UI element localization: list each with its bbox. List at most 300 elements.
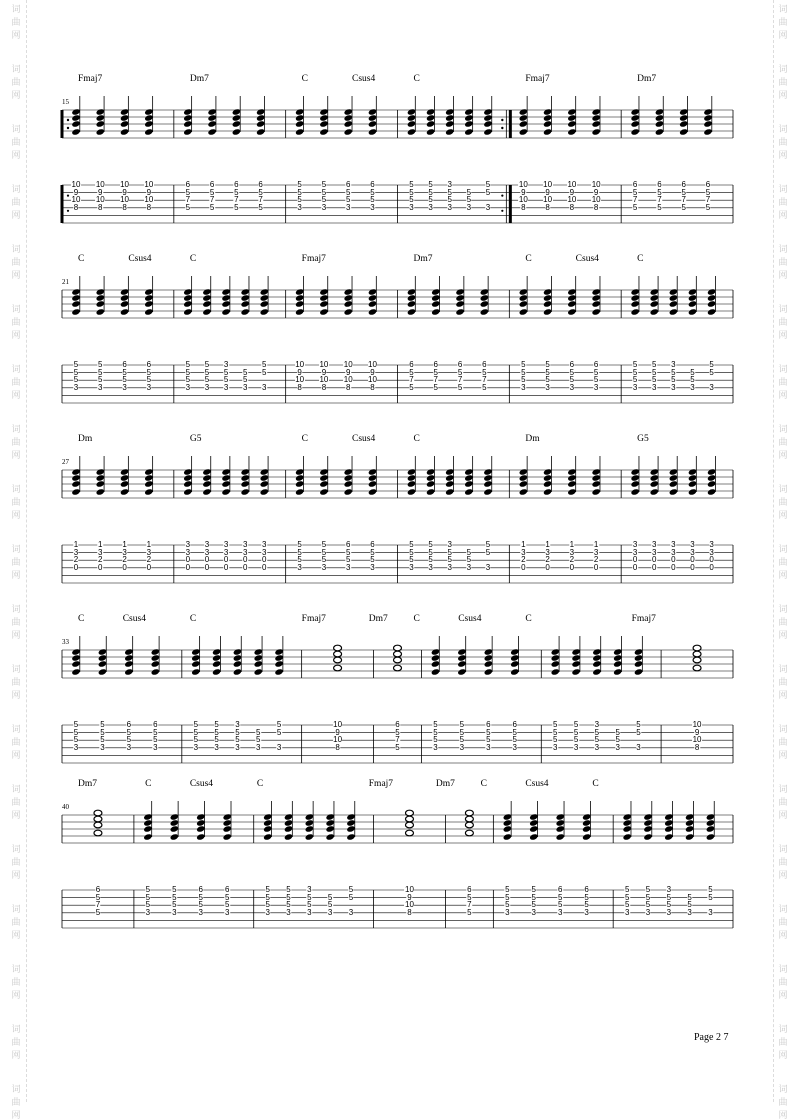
notehead — [650, 480, 659, 488]
notehead — [151, 668, 160, 676]
watermark-glyph: 网 — [11, 810, 21, 820]
chord-name: Fmaj7 — [525, 74, 550, 84]
tab-fret-number: 5 — [242, 375, 248, 385]
tab-fret-number: 7 — [467, 900, 472, 910]
tab-fret-number: 5 — [73, 727, 79, 737]
repeat-dot — [67, 195, 69, 197]
tab-fret-number: 5 — [297, 180, 302, 189]
notehead — [445, 114, 454, 122]
watermark-glyph: 词 — [11, 904, 21, 914]
notehead — [368, 308, 377, 316]
notehead — [202, 294, 211, 302]
repeat-dot — [501, 210, 503, 212]
chord-name: C — [78, 614, 85, 624]
notehead — [221, 308, 230, 316]
tab-fret-number: 3 — [100, 742, 105, 752]
tab-fret-number: 0 — [185, 562, 191, 572]
notehead — [567, 128, 576, 136]
notehead — [464, 114, 473, 122]
tab-fret-number: 8 — [370, 382, 375, 392]
tab-fret-number: 5 — [409, 187, 414, 197]
tab-fret-number: 3 — [594, 742, 600, 752]
tab-fret-number: 3 — [709, 547, 714, 557]
tab-fret-number: 1 — [146, 540, 152, 549]
tab-fret-number: 3 — [447, 562, 452, 572]
notehead — [232, 128, 241, 136]
notehead — [631, 288, 640, 296]
watermark-glyph: 词 — [11, 124, 21, 134]
tab-fret-number: 3 — [553, 742, 558, 752]
notehead — [455, 294, 464, 302]
notehead — [319, 288, 328, 296]
notehead — [346, 833, 355, 841]
watermark-glyph: 曲 — [11, 77, 21, 87]
notehead — [295, 468, 304, 476]
notehead — [196, 819, 205, 827]
chord-name: C — [413, 434, 420, 444]
notehead — [592, 480, 601, 488]
tab-fret-number: 0 — [262, 555, 267, 565]
watermark-glyph: 曲 — [778, 557, 788, 567]
notehead — [650, 300, 659, 308]
tab-fret-number: 5 — [624, 885, 630, 894]
tab-fret-number: 3 — [307, 907, 312, 917]
notehead — [484, 654, 493, 662]
notehead — [196, 833, 205, 841]
repeat-dot — [501, 127, 503, 129]
notehead — [207, 114, 216, 122]
watermark-glyph: 词 — [11, 784, 21, 794]
tab-fret-number: 3 — [545, 382, 550, 392]
watermark-glyph: 网 — [11, 510, 21, 520]
tab-fret-number: 5 — [573, 720, 579, 729]
notehead — [480, 288, 489, 296]
notehead — [368, 488, 377, 496]
notehead — [650, 294, 659, 302]
tab-fret-number: 8 — [122, 202, 127, 212]
watermark-glyph: 词 — [778, 724, 788, 734]
tab-fret-number: 5 — [409, 547, 414, 557]
chord-name: Dm — [78, 434, 93, 444]
notehead — [71, 654, 80, 662]
tab-fret-number: 5 — [459, 735, 465, 745]
tab-fret-number: 5 — [321, 540, 327, 549]
notehead — [457, 648, 466, 656]
notehead — [519, 468, 528, 476]
watermark-glyph: 词 — [11, 304, 21, 314]
tab-fret-number: 3 — [286, 907, 291, 917]
tab-fret-number: 5 — [671, 367, 676, 377]
tab-fret-number: 0 — [632, 562, 638, 572]
tab-fret-number: 3 — [671, 547, 676, 557]
whole-notehead — [405, 816, 413, 822]
tab-fret-number: 9 — [521, 187, 526, 197]
notehead — [706, 833, 715, 841]
tab-fret-number: 5 — [466, 547, 472, 557]
tab-fret-number: 3 — [73, 382, 79, 392]
tab-fret-number: 6 — [153, 720, 158, 729]
tab-fret-number: 5 — [545, 367, 550, 377]
tab-fret-number: 5 — [256, 735, 261, 745]
watermark-glyph: 网 — [778, 870, 788, 880]
chord-name: C — [189, 614, 197, 624]
tab-fret-number: 6 — [705, 180, 711, 189]
watermark-glyph: 曲 — [778, 437, 788, 447]
notehead — [196, 825, 205, 833]
notehead — [96, 108, 105, 116]
notehead — [344, 468, 353, 476]
notehead — [71, 300, 80, 308]
notehead — [643, 819, 652, 827]
tab-fret-number: 3 — [557, 907, 563, 917]
tab-fret-number: 0 — [521, 562, 526, 572]
watermark-glyph: 词 — [11, 244, 21, 254]
tab-fret-number: 3 — [204, 547, 210, 557]
notehead — [650, 308, 659, 316]
watermark-glyph: 网 — [11, 450, 21, 460]
repeat-dot — [501, 119, 503, 121]
whole-notehead — [465, 816, 473, 822]
notehead — [120, 120, 129, 128]
tab-fret-number: 5 — [428, 180, 433, 189]
notehead — [120, 108, 129, 116]
tab-fret-number: 3 — [297, 202, 302, 212]
notehead — [284, 819, 293, 827]
tab-fret-number: 3 — [466, 202, 472, 212]
notehead — [407, 120, 416, 128]
tab-fret-number: 10 — [591, 195, 601, 205]
tab-fret-number: 5 — [198, 892, 203, 902]
notehead — [256, 108, 265, 116]
notehead — [241, 488, 250, 496]
tab-fret-number: 5 — [145, 892, 151, 902]
watermark-glyph: 曲 — [778, 857, 788, 867]
tab-fret-number: 7 — [95, 900, 101, 910]
notehead — [643, 833, 652, 841]
tab-fret-number: 5 — [428, 187, 433, 197]
notehead — [346, 819, 355, 827]
tab-fret-number: 5 — [645, 900, 651, 910]
watermark-glyph: 曲 — [11, 137, 21, 147]
tab-fret-number: 2 — [521, 555, 526, 565]
notehead — [295, 120, 304, 128]
notehead — [592, 128, 601, 136]
tab-fret-number: 6 — [486, 720, 491, 729]
notehead — [183, 480, 192, 488]
watermark-glyph: 词 — [778, 964, 788, 974]
notehead — [212, 654, 221, 662]
tab-fret-number: 7 — [395, 735, 400, 745]
chord-name: Dm7 — [413, 254, 433, 264]
tab-fret-number: 3 — [593, 547, 599, 557]
chord-name: G5 — [637, 434, 649, 444]
tab-fret-number: 5 — [708, 892, 713, 902]
notehead — [688, 474, 697, 482]
notehead — [295, 128, 304, 136]
tab-fret-number: 5 — [209, 187, 215, 197]
notehead — [631, 474, 640, 482]
watermark-glyph: 词 — [11, 844, 21, 854]
tab-fret-number: 6 — [370, 180, 375, 189]
tab-fret-number: 3 — [409, 202, 414, 212]
notehead — [144, 114, 153, 122]
tab-fret-number: 5 — [185, 187, 191, 197]
notehead — [71, 294, 80, 302]
notehead — [669, 480, 678, 488]
tab-fret-number: 6 — [95, 885, 101, 894]
notehead — [144, 480, 153, 488]
tab-fret-number: 5 — [666, 892, 672, 902]
notehead — [706, 825, 715, 833]
notehead — [407, 480, 416, 488]
tab-fret-number: 7 — [409, 375, 414, 385]
notehead — [202, 288, 211, 296]
notehead — [592, 668, 601, 676]
notehead — [688, 294, 697, 302]
tab-fret-number: 3 — [198, 907, 203, 917]
watermark-glyph: 网 — [778, 210, 788, 220]
tab-fret-number: 5 — [286, 900, 291, 910]
notehead — [295, 300, 304, 308]
tab-fret-number: 5 — [204, 375, 210, 385]
notehead — [233, 654, 242, 662]
notehead — [319, 308, 328, 316]
measure-number: 15 — [62, 98, 69, 106]
notehead — [571, 668, 580, 676]
tab-fret-number: 5 — [409, 180, 414, 189]
notehead — [368, 300, 377, 308]
notehead — [212, 668, 221, 676]
tab-fret-number: 3 — [307, 885, 312, 894]
notehead — [567, 300, 576, 308]
tab-fret-number: 10 — [567, 180, 577, 189]
notehead — [260, 488, 269, 496]
notehead — [543, 288, 552, 296]
notehead — [703, 108, 712, 116]
notehead — [284, 813, 293, 821]
watermark-glyph: 网 — [11, 330, 21, 340]
notehead — [703, 128, 712, 136]
notehead — [319, 300, 328, 308]
notehead — [623, 825, 632, 833]
notehead — [183, 300, 192, 308]
notehead — [567, 114, 576, 122]
tab-fret-number: 5 — [145, 885, 151, 894]
notehead — [623, 813, 632, 821]
tab-fret-number: 3 — [666, 907, 672, 917]
tab-fret-number: 0 — [690, 555, 695, 565]
notehead — [703, 114, 712, 122]
notehead — [221, 480, 230, 488]
repeat-dot — [67, 210, 69, 212]
chord-name: Fmaj7 — [631, 614, 656, 624]
notehead — [613, 668, 622, 676]
notehead — [344, 300, 353, 308]
tab-fret-number: 2 — [98, 555, 103, 565]
tab-fret-number: 6 — [657, 180, 662, 189]
watermark-glyph: 词 — [778, 484, 788, 494]
notehead — [96, 294, 105, 302]
tab-fret-number: 5 — [193, 727, 199, 737]
tab-fret-number: 6 — [122, 360, 127, 369]
notehead — [582, 833, 591, 841]
whole-notehead — [394, 645, 402, 651]
notehead — [707, 474, 716, 482]
tab-fret-number: 9 — [73, 187, 79, 197]
tab-fret-number: 3 — [242, 547, 248, 557]
tab-fret-number: 5 — [593, 367, 599, 377]
tab-fret-number: 5 — [185, 360, 191, 369]
notehead — [207, 108, 216, 116]
tab-fret-number: 5 — [73, 360, 79, 369]
tab-fret-number: 6 — [681, 180, 686, 189]
notehead — [319, 128, 328, 136]
chord-name: C — [525, 254, 532, 264]
tab-fret-number: 6 — [512, 720, 517, 729]
tab-fret-number: 9 — [370, 367, 375, 377]
notehead — [263, 813, 272, 821]
watermark-glyph: 曲 — [11, 917, 21, 927]
notehead — [151, 660, 160, 668]
notehead — [254, 660, 263, 668]
tab-fret-number: 5 — [531, 892, 537, 902]
tab-fret-number: 3 — [690, 540, 695, 549]
tab-fret-number: 5 — [557, 892, 563, 902]
notehead — [529, 813, 538, 821]
notehead — [233, 660, 242, 668]
tab-fret-number: 5 — [486, 727, 491, 737]
tab-fret-number: 5 — [297, 187, 302, 197]
tab-fret-number: 3 — [428, 202, 433, 212]
notehead — [212, 660, 221, 668]
notehead — [260, 288, 269, 296]
notehead — [183, 120, 192, 128]
tab-fret-number: 5 — [73, 720, 79, 729]
tab-fret-number: 1 — [73, 540, 79, 549]
notehead — [98, 648, 107, 656]
notehead — [643, 825, 652, 833]
tab-fret-number: 3 — [593, 382, 599, 392]
tab-fret-number: 5 — [705, 187, 711, 197]
notehead — [431, 288, 440, 296]
tab-fret-number: 9 — [694, 727, 700, 737]
notehead — [124, 648, 133, 656]
tab-fret-number: 5 — [348, 892, 354, 902]
tab-fret-number: 5 — [428, 195, 433, 205]
chord-name: C — [592, 779, 599, 789]
tab-fret-number: 3 — [428, 562, 433, 572]
watermark-glyph: 曲 — [11, 677, 21, 687]
tab-fret-number: 3 — [531, 907, 537, 917]
watermark-glyph: 曲 — [778, 977, 788, 987]
tab-fret-number: 5 — [447, 555, 452, 565]
tab-fret-number: 3 — [505, 907, 510, 917]
chord-name: Fmaj7 — [368, 779, 394, 789]
watermark-glyph: 网 — [11, 990, 21, 1000]
notehead — [326, 825, 335, 833]
tab-fret-number: 10 — [543, 195, 553, 205]
chord-name: C — [301, 74, 308, 84]
notehead — [71, 108, 80, 116]
chord-name: C — [256, 779, 264, 789]
notehead — [631, 128, 640, 136]
notehead — [567, 308, 576, 316]
notehead — [124, 668, 133, 676]
notehead — [120, 114, 129, 122]
tab-fret-number: 10 — [333, 735, 343, 745]
tab-fret-number: 0 — [98, 562, 103, 572]
notehead — [143, 833, 152, 841]
tab-fret-number: 5 — [485, 547, 491, 557]
notehead — [464, 474, 473, 482]
watermark-glyph: 曲 — [11, 737, 21, 747]
notehead — [295, 108, 304, 116]
notehead — [483, 128, 492, 136]
tab-fret-number: 5 — [428, 540, 433, 549]
notehead — [144, 308, 153, 316]
tab-fret-number: 3 — [671, 540, 676, 549]
watermark-glyph: 网 — [11, 630, 21, 640]
notehead — [344, 480, 353, 488]
tab-fret-number: 9 — [569, 187, 575, 197]
page-number: Page 2 7 — [694, 1032, 729, 1043]
notehead — [233, 668, 242, 676]
tab-fret-number: 7 — [258, 195, 263, 205]
tab-fret-number: 5 — [521, 360, 526, 369]
chord-name: Fmaj7 — [301, 254, 326, 264]
tab-fret-number: 5 — [286, 885, 291, 894]
notehead — [707, 294, 716, 302]
tab-fret-number: 6 — [457, 360, 463, 369]
tab-fret-number: 5 — [327, 892, 333, 902]
notehead — [143, 825, 152, 833]
tab-fret-number: 5 — [265, 892, 270, 902]
tab-fret-number: 5 — [234, 187, 239, 197]
notehead — [706, 813, 715, 821]
notehead — [631, 120, 640, 128]
notehead — [241, 468, 250, 476]
tab-fret-number: 5 — [531, 900, 537, 910]
tab-fret-number: 6 — [632, 180, 638, 189]
tab-fret-number: 10 — [518, 195, 528, 205]
notehead — [305, 825, 314, 833]
tab-fret-number: 10 — [144, 180, 154, 189]
tab-fret-number: 3 — [98, 547, 103, 557]
notehead — [623, 819, 632, 827]
watermark-glyph: 网 — [778, 510, 788, 520]
tab-fret-number: 3 — [73, 742, 79, 752]
notehead — [445, 474, 454, 482]
notehead — [120, 300, 129, 308]
tab-fret-number: 5 — [193, 735, 199, 745]
notehead — [426, 474, 435, 482]
notehead — [254, 648, 263, 656]
tab-fret-number: 9 — [146, 187, 152, 197]
tab-fret-number: 6 — [370, 540, 375, 549]
notehead — [431, 308, 440, 316]
tab-fret-number: 3 — [235, 720, 240, 729]
notehead — [120, 474, 129, 482]
tab-fret-number: 5 — [687, 892, 692, 902]
notehead — [445, 468, 454, 476]
notehead — [71, 308, 80, 316]
tab-fret-number: 5 — [531, 885, 537, 894]
notehead — [98, 668, 107, 676]
tab-fret-number: 5 — [204, 360, 210, 369]
tab-fret-number: 5 — [657, 202, 662, 212]
notehead — [685, 819, 694, 827]
notehead — [305, 819, 314, 827]
